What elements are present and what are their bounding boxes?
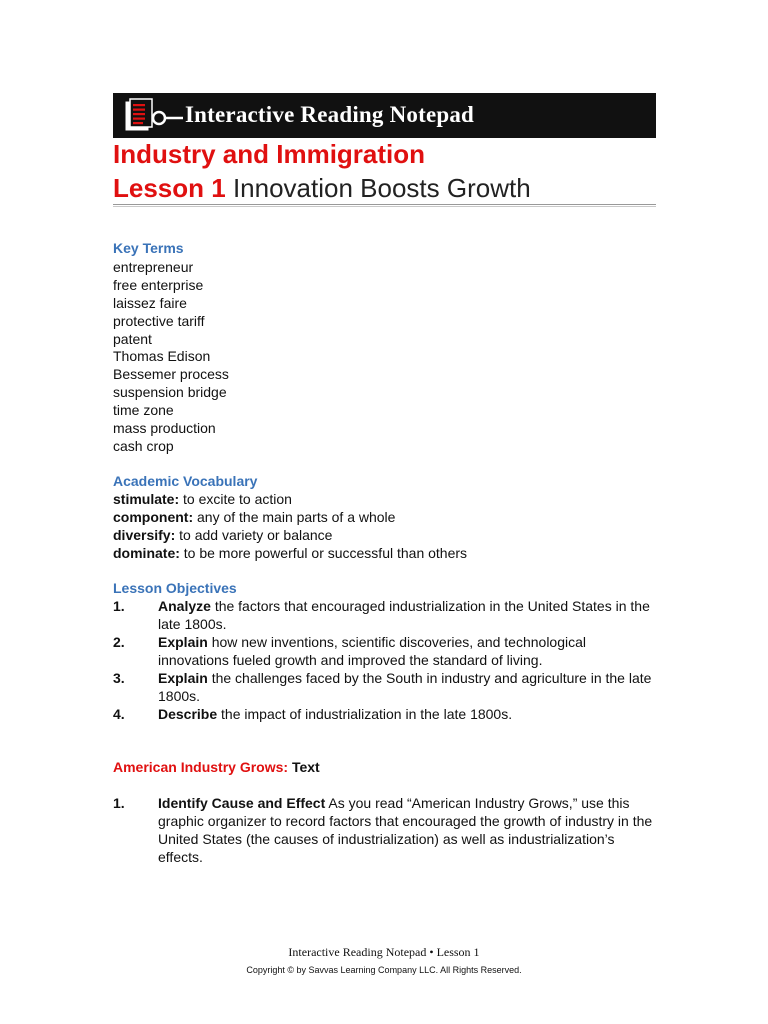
objective-body: the challenges faced by the South in industry and agriculture in the late 1800s.	[158, 670, 652, 704]
unit-title: Industry and Immigration	[113, 139, 426, 169]
vocab-term: dominate:	[113, 545, 180, 561]
key-term: cash crop	[113, 438, 174, 454]
lesson-heading	[113, 173, 531, 204]
objective-body: how new inventions, scientific discoveries, and technological innovations fueled growth and improved the standard of living.	[158, 634, 587, 668]
objective-number: 1.	[113, 598, 125, 614]
key-term: Thomas Edison	[113, 348, 211, 364]
section-heading	[113, 759, 320, 775]
objective-verb: Analyze	[158, 598, 211, 614]
objective-verb: Describe	[158, 706, 218, 722]
banner-title: Interactive Reading Notepad	[185, 102, 475, 127]
objective-text	[158, 669, 658, 705]
objective-number: 4.	[113, 706, 125, 722]
vocab-term: stimulate:	[113, 491, 180, 507]
key-term: time zone	[113, 402, 174, 418]
objective-text	[158, 597, 658, 633]
objective-verb: Explain	[158, 634, 208, 650]
vocab-item	[113, 526, 332, 544]
key-term: free enterprise	[113, 277, 204, 293]
key-term: Bessemer process	[113, 366, 229, 382]
notepad-magnifier-icon	[123, 98, 183, 134]
academic-vocabulary-heading: Academic Vocabulary	[113, 473, 258, 489]
key-terms-heading: Key Terms	[113, 240, 184, 256]
vocab-item	[113, 544, 467, 562]
key-term: mass production	[113, 420, 216, 436]
question-skill: Identify Cause and Effect	[158, 795, 326, 811]
divider	[113, 204, 656, 205]
objective-number: 2.	[113, 634, 125, 650]
key-term: suspension bridge	[113, 384, 227, 400]
question-body: As you read “American Industry Grows,” use this graphic organizer to record factors that encouraged the growth of industry in the United States (the causes of industrialization) as well as industrialization’s effects.	[158, 795, 653, 865]
footer-copyright: Copyright © by Savvas Learning Company LLC. All Rights Reserved.	[246, 965, 522, 975]
vocab-item	[113, 508, 395, 526]
key-term: protective tariff	[113, 313, 205, 329]
key-term: laissez faire	[113, 295, 187, 311]
section-suffix: Text	[291, 759, 320, 775]
lesson-objectives-heading: Lesson Objectives	[113, 580, 237, 596]
lesson-number: Lesson 1	[113, 173, 226, 203]
vocab-term: component:	[113, 509, 194, 525]
vocab-definition: to add variety or balance	[179, 527, 333, 543]
vocab-definition: to be more powerful or successful than others	[183, 545, 468, 561]
vocab-term: diversify:	[113, 527, 176, 543]
question-text	[158, 794, 658, 866]
vocab-definition: to excite to action	[183, 491, 292, 507]
question-number: 1.	[113, 795, 125, 811]
objective-body: the factors that encouraged industrialization in the United States in the late 1800s.	[158, 598, 650, 632]
objective-verb: Explain	[158, 670, 208, 686]
objective-body: the impact of industrialization in the late 1800s.	[221, 706, 513, 722]
vocab-definition: any of the main parts of a whole	[197, 509, 396, 525]
objective-text	[158, 633, 658, 669]
objective-number: 3.	[113, 670, 125, 686]
footer-title: Interactive Reading Notepad • Lesson 1	[288, 945, 480, 959]
vocab-item	[113, 490, 292, 508]
section-title: American Industry Grows:	[113, 759, 289, 775]
key-term: entrepreneur	[113, 259, 194, 275]
lesson-title: Innovation Boosts Growth	[232, 173, 531, 203]
objective-text	[158, 705, 658, 723]
key-term: patent	[113, 331, 152, 347]
divider	[113, 206, 656, 207]
banner	[113, 93, 656, 138]
